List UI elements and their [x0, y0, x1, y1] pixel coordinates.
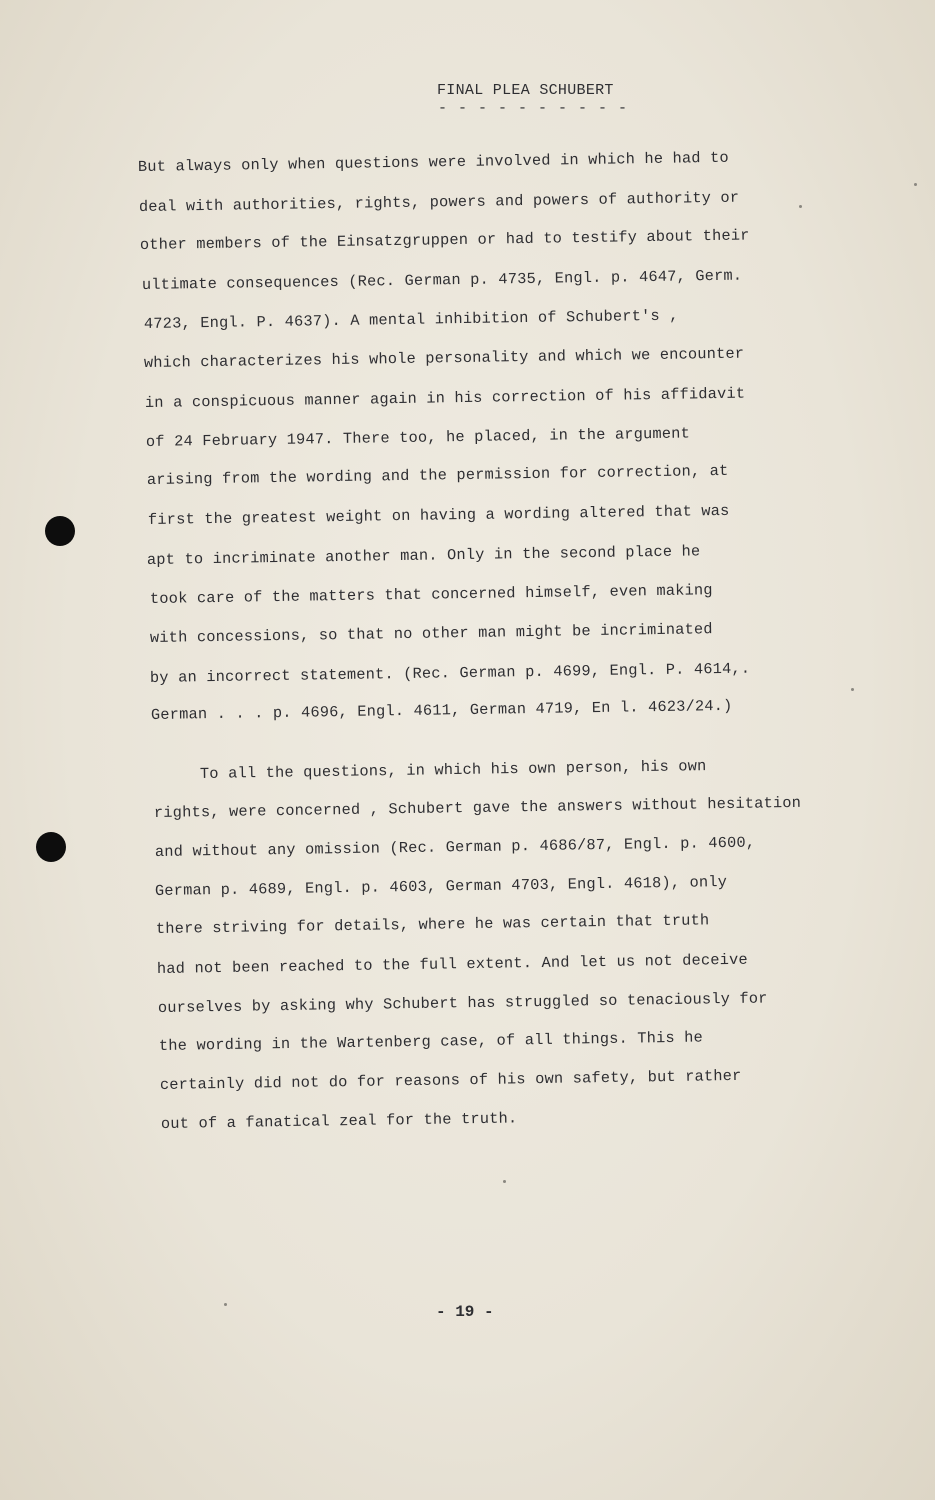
text-line: But always only when questions were involved in which he had to — [137, 148, 729, 176]
text-line: German . . . p. 4696, Engl. 4611, German 4719, En l. 4623/24.) — [150, 696, 733, 724]
text-line: the wording in the Wartenberg case, of all things. This he — [158, 1028, 704, 1055]
text-line: and without any omission (Rec. German p. 4686/87, Engl. p. 4600, — [154, 833, 756, 861]
paper-speck — [503, 1180, 506, 1183]
text-line: took care of the matters that concerned himself, even making — [149, 581, 713, 608]
title-underline: - - - - - - - - - - — [438, 100, 629, 117]
text-line: ourselves by asking why Schubert has struggled so tenaciously for — [157, 989, 768, 1017]
text-line: which characterizes his whole personality and which we encounter — [143, 344, 745, 372]
text-line: arising from the wording and the permission for correction, at — [146, 461, 729, 489]
text-line: To all the questions, in which his own person, his own — [199, 757, 707, 783]
text-line: there striving for details, where he was certain that truth — [155, 911, 710, 938]
text-line: with concessions, so that no other man might be incriminated — [149, 620, 713, 647]
text-line: of 24 February 1947. There too, he placed, in the argument — [145, 424, 691, 451]
text-line: out of a fanatical zeal for the truth. — [160, 1109, 518, 1133]
text-line: rights, were concerned , Schubert gave the answers without hesitation — [153, 793, 802, 822]
text-line: by an incorrect statement. (Rec. German p. 4699, Engl. P. 4614,. — [149, 659, 751, 687]
text-line: first the greatest weight on having a wording altered that was — [147, 501, 730, 529]
text-line: other members of the Einsatzgruppen or had to testify about their — [139, 226, 750, 254]
paper-speck — [224, 1303, 227, 1306]
paper-speck — [851, 688, 854, 691]
text-line: apt to incriminate another man. Only in the second place he — [146, 542, 701, 569]
punch-hole — [45, 516, 75, 546]
page-number: - 19 - — [436, 1303, 494, 1321]
text-line: deal with authorities, rights, powers and powers of authority or — [138, 188, 740, 216]
text-line: German p. 4689, Engl. p. 4603, German 4703, Engl. 4618), only — [154, 873, 728, 900]
text-line: ultimate consequences (Rec. German p. 4735, Engl. p. 4647, Germ. — [141, 266, 743, 294]
text-line: had not been reached to the full extent. And let us not deceive — [156, 950, 748, 978]
paper-speck — [799, 205, 802, 208]
text-line: 4723, Engl. P. 4637). A mental inhibition of Schubert's , — [143, 306, 679, 333]
text-line: certainly did not do for reasons of his own safety, but rather — [159, 1066, 742, 1094]
punch-hole — [36, 832, 66, 862]
text-line: in a conspicuous manner again in his correction of his affidavit — [144, 384, 746, 412]
document-title: FINAL PLEA SCHUBERT — [437, 82, 614, 99]
paper-speck — [914, 183, 917, 186]
